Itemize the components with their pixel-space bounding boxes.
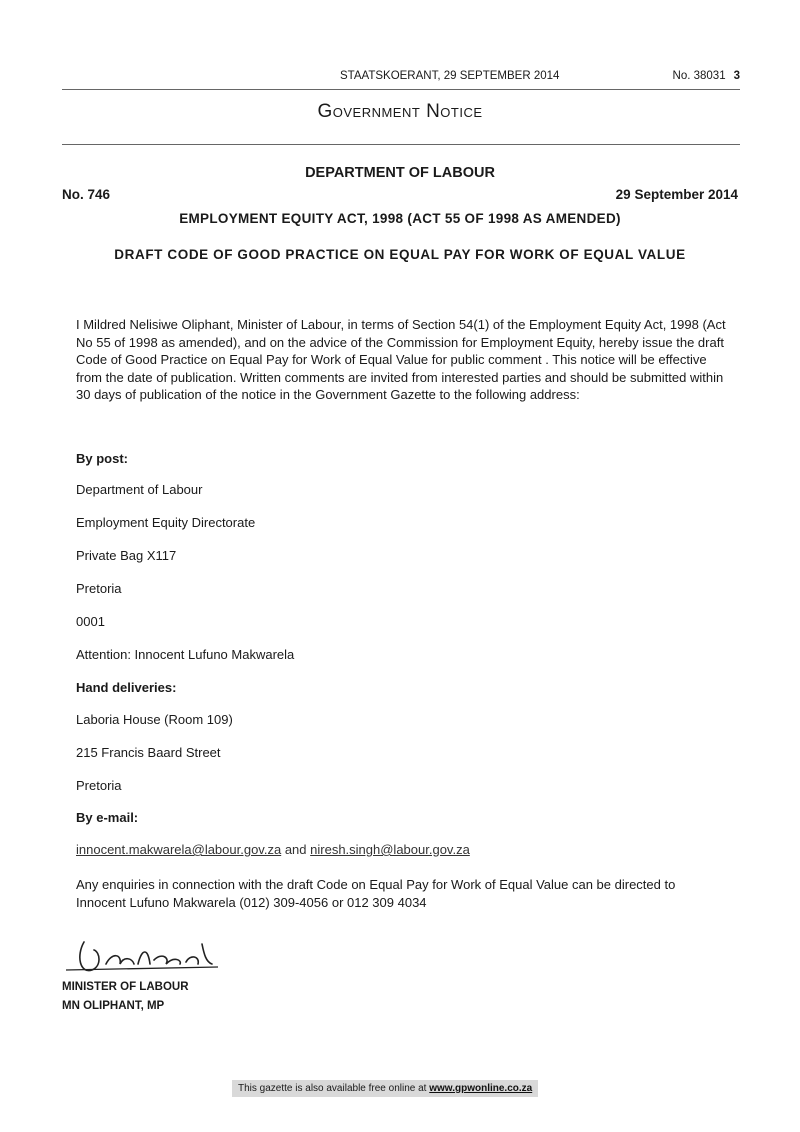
- address-line: 215 Francis Baard Street: [76, 745, 221, 760]
- address-line: Private Bag X117: [76, 548, 177, 563]
- signature-graphic: [62, 934, 222, 978]
- hand-deliveries-heading: Hand deliveries:: [76, 680, 177, 695]
- attention-line: Attention: Innocent Lufuno Makwarela: [76, 647, 295, 662]
- address-line: 0001: [76, 614, 105, 629]
- email-link[interactable]: niresh.singh@labour.gov.za: [310, 842, 470, 857]
- email-connector: and: [284, 842, 307, 857]
- enquiries-paragraph: Any enquiries in connection with the draft Code on Equal Pay for Work of Equal Value can be directed to Innocent Lufuno Makwarela (012) 309-4056 or 012 309 4034: [76, 877, 676, 910]
- title-rule: [62, 144, 740, 145]
- signatory-title: MINISTER OF LABOUR: [62, 981, 189, 993]
- signatory-block: [62, 978, 189, 1016]
- footer-link[interactable]: www.gpwonline.co.za: [429, 1083, 533, 1094]
- act-title: EMPLOYMENT EQUITY ACT, 1998 (ACT 55 OF 1998 AS AMENDED): [179, 211, 621, 226]
- address-line: Pretoria: [76, 581, 122, 596]
- notice-title: Government Notice: [317, 101, 483, 122]
- address-line: Employment Equity Directorate: [76, 515, 256, 530]
- signatory-name: MN OLIPHANT, MP: [62, 1000, 165, 1012]
- gazette-date: STAATSKOERANT, 29 SEPTEMBER 2014: [340, 70, 560, 82]
- address-line: Pretoria: [76, 778, 122, 793]
- notice-date: 29 September 2014: [615, 187, 738, 202]
- header-rule: [62, 89, 740, 90]
- department-heading: DEPARTMENT OF LABOUR: [305, 165, 495, 181]
- by-email-heading: By e-mail:: [76, 810, 139, 825]
- draft-code-title: DRAFT CODE OF GOOD PRACTICE ON EQUAL PAY FOR WORK OF EQUAL VALUE: [114, 247, 686, 262]
- email-line: [76, 842, 470, 857]
- intro-paragraph: I Mildred Nelisiwe Oliphant, Minister of Labour, in terms of Section 54(1) of the Employment Equity Act, 1998 (Act No 55 of 1998 as amended), and on the advice of the Commission for Employment Equity, hereby issue the draft Code of Good Practice on Equal Pay for Work of Equal Value for public comment . This notice will be effective from the date of publication. Written comments are invited from interested parties and should be submitted within 30 days of publication of the notice in the Government Gazette to the following address:: [76, 317, 726, 403]
- footer-text: This gazette is also available free online at: [238, 1083, 427, 1094]
- notice-number: No. 746: [62, 187, 111, 202]
- gazette-number: No. 38031: [672, 70, 726, 82]
- address-line: Laboria House (Room 109): [76, 712, 233, 727]
- running-header: [62, 70, 740, 82]
- address-line: Department of Labour: [76, 482, 203, 497]
- footer-banner: [232, 1080, 538, 1097]
- email-link[interactable]: innocent.makwarela@labour.gov.za: [76, 842, 282, 857]
- page-number: 3: [733, 70, 740, 82]
- by-post-heading: By post:: [76, 451, 128, 466]
